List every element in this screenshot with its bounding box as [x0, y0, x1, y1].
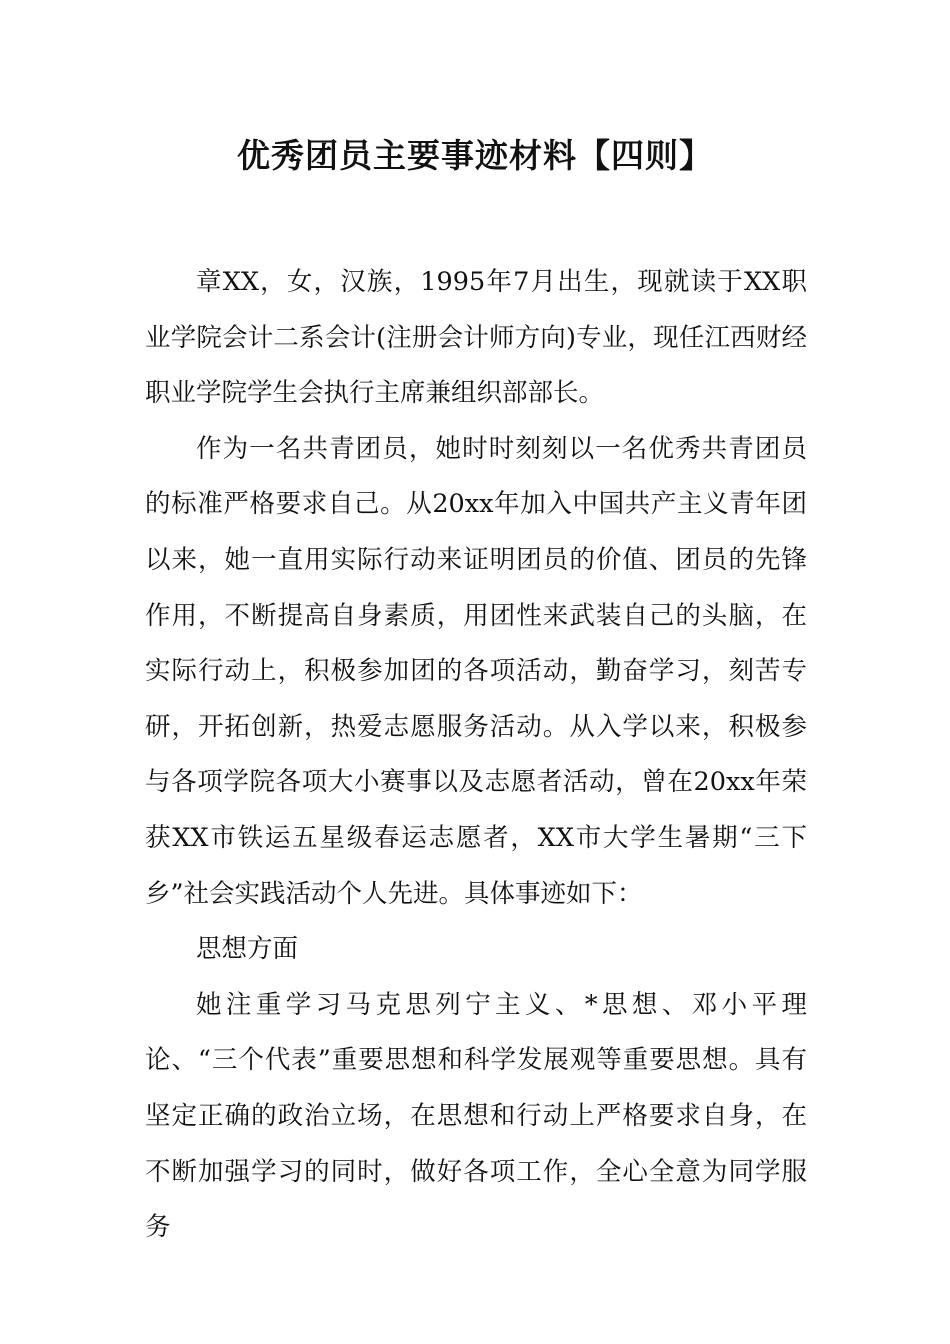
paragraph-thought: 她注重学习马克思列宁主义、*思想、邓小平理论、“三个代表”重要思想和科学发展观等重要思想。具有坚定正确的政治立场，在思想和行动上严格要求自身，在不断加强学习的同时，做好各项工作，全心全意为同学服务 — [145, 989, 807, 1243]
paragraph-intro: 章XX，女，汉族，1995年7月出生，现就读于XX职业学院会计二系会计(注册会计师方向)专业，现任江西财经职业学院学生会执行主席兼组织部部长。 — [145, 267, 807, 409]
paragraph-summary: 作为一名共青团员，她时时刻刻以一名优秀共青团员的标准严格要求自己。从20xx年加入中国共产主义青年团以来，她一直用实际行动来证明团员的价值、团员的先锋作用，不断提高自身素质，用团性来武装自己的头脑，在实际行动上，积极参加团的各项活动，勤奋学习，刻苦专研，开拓创新，热爱志愿服务活动。从入学以来，积极参与各项学院各项大小赛事以及志愿者活动，曾在20xx年荣获XX市铁运五星级春运志愿者，XX市大学生暑期“三下乡”社会实践活动个人先进。具体事迹如下： — [145, 433, 807, 909]
document-body — [145, 255, 807, 1256]
section-heading-thought: 思想方面 — [196, 934, 299, 965]
document-title: 优秀团员主要事迹材料【四则】 — [237, 136, 713, 175]
